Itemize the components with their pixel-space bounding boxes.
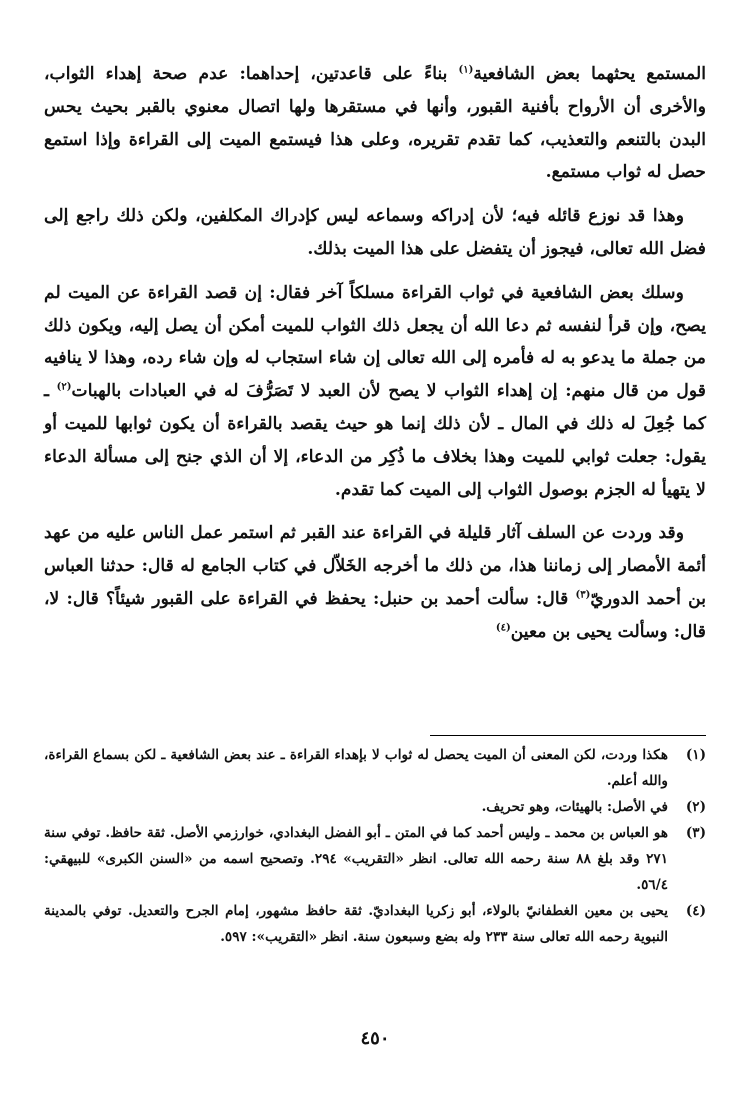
footnote-ref-1[interactable]: (١) [458,64,474,76]
paragraph-text: قال: سألت أحمد بن حنبل: يحفظ في القراءة على القبور شيئاً؟ قال: لا، قال: وسألت يحيى بن معين [44,588,706,642]
footnote-ref-3[interactable]: (٣) [575,589,591,601]
page-number: ٤٥٠ [360,1028,390,1049]
paragraph-text: وسلك بعض الشافعية في ثواب القراءة مسلكاً آخر فقال: إن قصد القراءة عن الميت لم يصح، وإن قرأ لنفسه ثم دعا الله أن يجعل ذلك الثواب للميت أمكن أن يصل إليه، ويكون ذلك من جملة ما يدعو به له فأمره إلى الله تعالى إن شاء استجاب له وإن شاء رده، وهذا لا ينافيه قول من قال منهم: إن إهداء الثواب لا يصح لأن العبد لا تَصَرُّفَ له في العبادات بالهبات [44,282,706,402]
footnote-text: يحيى بن معين الغطفانيّ بالولاء، أبو زكريا البغداديّ. ثقة حافظ مشهور، إمام الجرح والتعديل. توفي بالمدينة النبوية رحمه الله تعالى سنة ٢٣٣ وله بضع وسبعون سنة. انظر «التقريب»: ٥٩٧. [44,903,668,945]
footnote-number: (٢) [685,799,706,815]
paragraph-text: ـ كما جُعِلَ له ذلك في المال ـ لأن ذلك إنما هو حيث يقصد بالقراءة أن يكون ثوابها للميت أو يقول: جعلت ثوابي للميت وهذا بخلاف ما ذُكِر من الدعاء، إلا أن الذي جنح إلى مسألة الدعاء لا يتهيأ له الجزم بوصول الثواب إلى الميت كما تقدم. [44,381,706,500]
paragraph-1 [44,58,706,189]
footnote-1 [44,742,706,794]
footnote-2 [44,794,706,820]
paragraph-4 [44,517,706,648]
footnote-number: (١) [685,747,706,763]
footnote-text: هكذا وردت، لكن المعنى أن الميت يحصل له ثواب لا بإهداء القراءة ـ عند بعض الشافعية ـ لكن بسماع القراءة، والله أعلم. [44,747,668,789]
footnote-ref-4[interactable]: (٤) [495,622,511,634]
footnote-text: في الأصل: بالهيئات، وهو تحريف. [481,799,668,815]
footnote-divider [430,735,706,736]
paragraph-text: بناءً على قاعدتين، إحداهما: عدم صحة إهداء الثواب، والأخرى أن الأرواح بأفنية القبور، وأنها في مستقرها ولها اتصال معنوي بالقبر بحيث يحس البدن بالتنعم والتعذيب، كما تقدم تقريره، وعلى هذا فيستمع الميت إلى القراءة وإذا استمع حصل له ثواب مستمع. [44,64,706,183]
footnote-4 [44,898,706,950]
footnote-3 [44,820,706,898]
main-text [44,58,706,649]
footnote-ref-2[interactable]: (٢) [56,381,72,393]
paragraph-text: وهذا قد نوزع قائله فيه؛ لأن إدراكه وسماعه ليس كإدراك المكلفين، ولكن ذلك راجع إلى فضل الله تعالى، فيجوز أن يتفضل على هذا الميت بذلك. [44,206,706,259]
footnote-number: (٤) [685,903,706,919]
footnotes [44,742,706,950]
paragraph-3 [44,277,706,507]
paragraph-2 [44,200,706,266]
footnote-text: هو العباس بن محمد ـ وليس أحمد كما في المتن ـ أبو الفضل البغدادي، خوارزمي الأصل. ثقة حافظ. توفي سنة ٢٧١ وقد بلغ ٨٨ سنة رحمه الله تعالى. انظر «التقريب» ٢٩٤. وتصحيح اسمه من «السنن الكبرى» للبيهقي: ٥٦/٤. [44,825,668,893]
footnote-number: (٣) [685,825,706,841]
paragraph-text: المستمع يحثهما بعض الشافعية [473,64,706,84]
paragraph-text: وقد وردت عن السلف آثار قليلة في القراءة عند القبر ثم استمر عمل الناس عليه من عهد أئمة الأمصار إلى زماننا هذا، من ذلك ما أخرجه الخَلاّل في كتاب الجامع له قال: حدثنا العباس بن أحمد الدوريّ [44,523,706,609]
